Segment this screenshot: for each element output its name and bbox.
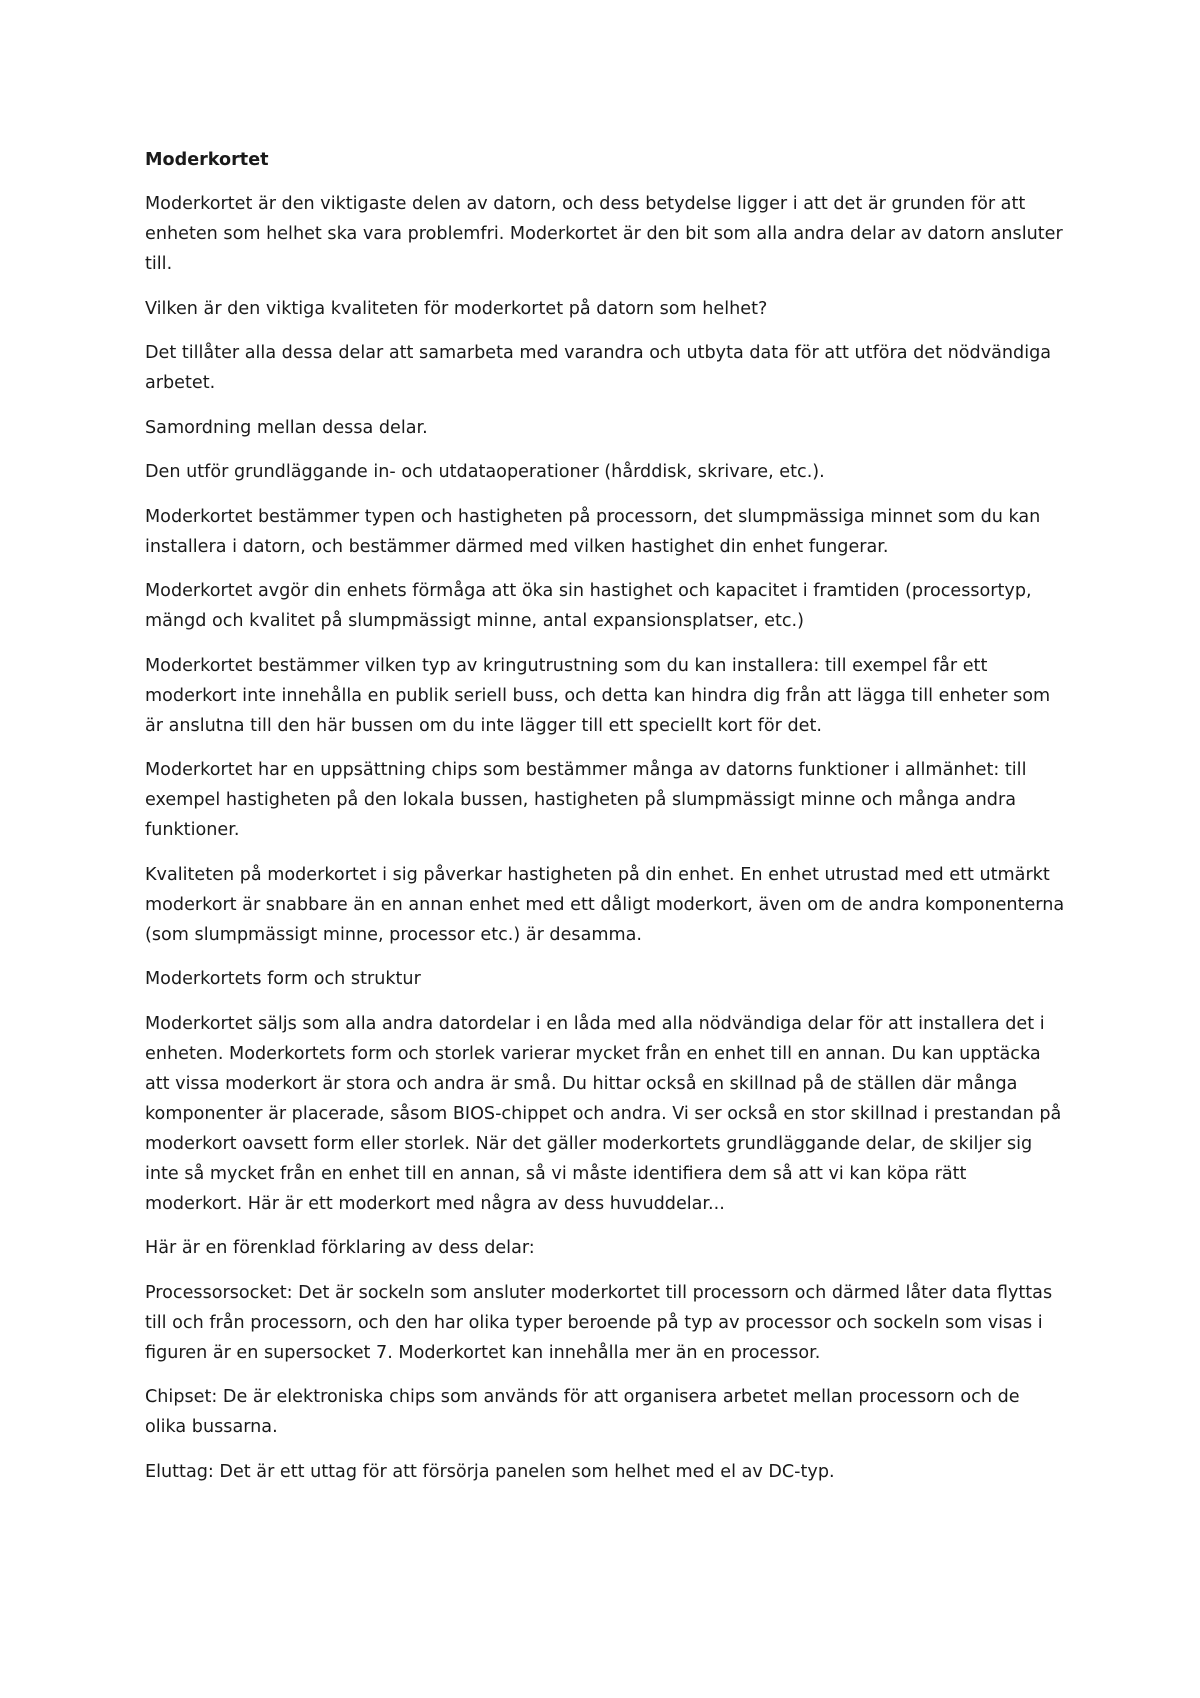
- paragraph: Den utför grundläggande in- och utdataoperationer (hårddisk, skrivare, etc.).: [145, 462, 825, 482]
- paragraph: Moderkortet säljs som alla andra datordelar i en låda med alla nödvändiga delar för att installera det i enheten. Moderkortets form och storlek varierar mycket från en enhet till en annan. Du kan upptäcka att vissa moderkort är stora och andra är små. Du hittar också en skillnad på de ställen där många komponenter är placerade, såsom BIOS-chippet och andra. Vi ser också en stor skillnad i prestandan på moderkort oavsett form eller storlek. När det gäller moderkortets grundläggande delar, de skiljer sig inte så mycket från en enhet till en annan, så vi måste identifiera dem så att vi kan köpa rätt moderkort. Här är ett moderkort med några av dess huvuddelar...: [145, 1013, 1062, 1214]
- paragraph: Moderkortet är den viktigaste delen av datorn, och dess betydelse ligger i att det är grunden för att enheten som helhet ska vara problemfri. Moderkortet är den bit som alla andra delar av datorn ansluter till.: [145, 194, 1063, 274]
- paragraph: Processorsocket: Det är sockeln som ansluter moderkortet till processorn och därmed låter data flyttas till och från processorn, och den har olika typer beroende på typ av processor och sockeln som visas i figuren är en supersocket 7. Moderkortet kan innehålla mer än en processor.: [145, 1282, 1053, 1363]
- paragraph: Vilken är den viktiga kvaliteten för moderkortet på datorn som helhet?: [145, 298, 768, 319]
- paragraph: Moderkortet har en uppsättning chips som bestämmer många av datorns funktioner i allmänhet: till exempel hastigheten på den lokala bussen, hastigheten på slumpmässigt minne och många andra funktioner.: [145, 760, 1027, 840]
- document-title: Moderkortet: [145, 150, 269, 170]
- paragraph: Här är en förenklad förklaring av dess delar:: [145, 1238, 535, 1258]
- section-heading: Moderkortets form och struktur: [145, 969, 421, 989]
- paragraph: Kvaliteten på moderkortet i sig påverkar hastigheten på din enhet. En enhet utrustad med ett utmärkt moderkort är snabbare än en annan enhet med ett dåligt moderkort, även om de andra komponenterna (som slumpmässigt minne, processor etc.) är desamma.: [145, 864, 1065, 945]
- paragraph: Moderkortet bestämmer vilken typ av kringutrustning som du kan installera: till exempel får ett moderkort inte innehålla en publik seriell buss, och detta kan hindra dig från att lägga till enheter som är anslutna till den här bussen om du inte lägger till ett speciellt kort för det.: [145, 655, 1051, 736]
- paragraph: Moderkortet avgör din enhets förmåga att öka sin hastighet och kapacitet i framtiden (processortyp, mängd och kvalitet på slumpmässigt minne, antal expansionsplatser, etc.): [145, 581, 1032, 631]
- paragraph: Chipset: De är elektroniska chips som används för att organisera arbetet mellan processorn och de olika bussarna.: [145, 1387, 1020, 1437]
- document-body: [145, 145, 1065, 1501]
- paragraph: Moderkortet bestämmer typen och hastigheten på processorn, det slumpmässiga minnet som du kan installera i datorn, och bestämmer därmed med vilken hastighet din enhet fungerar.: [145, 506, 1041, 557]
- paragraph: Samordning mellan dessa delar.: [145, 417, 428, 438]
- paragraph: Det tillåter alla dessa delar att samarbeta med varandra och utbyta data för att utföra det nödvändiga arbetet.: [145, 343, 1052, 393]
- paragraph: Eluttag: Det är ett uttag för att försörja panelen som helhet med el av DC-typ.: [145, 1461, 835, 1482]
